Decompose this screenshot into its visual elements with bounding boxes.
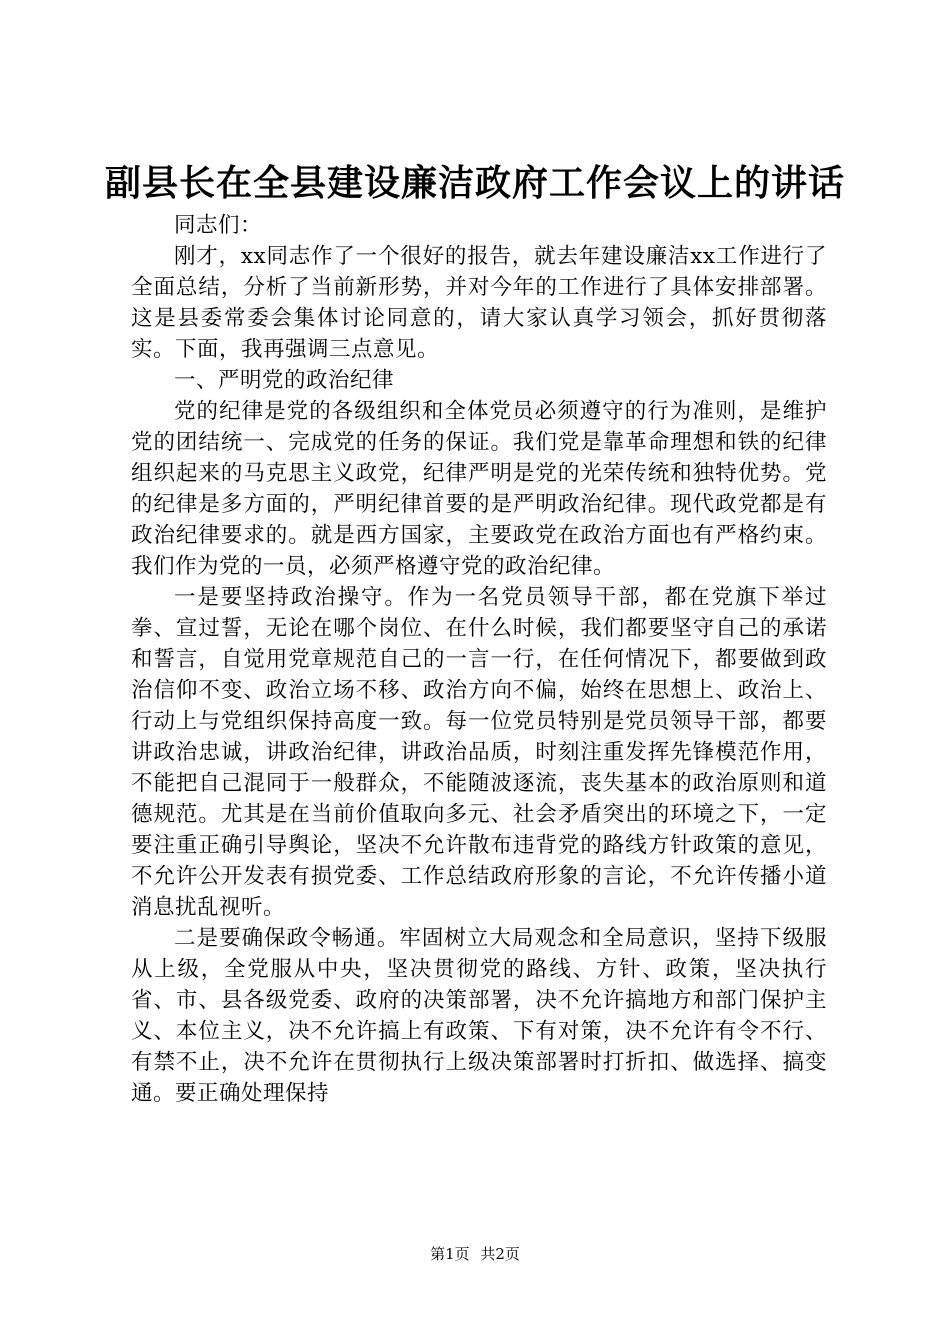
document-title: 副县长在全县建设廉洁政府工作会议上的讲话 xyxy=(104,163,845,204)
body-paragraph: 二是要确保政令畅通。牢固树立大局观念和全局意识，坚持下级服从上级，全党服从中央，坚决贯彻党的路线、方针、政策，坚决执行省、市、县各级党委、政府的决策部署，决不允许搞地方和部门保护主义、本位主义，决不允许搞上有政策、下有对策，决不允许有令不行、有禁不止，决不允许在贯彻执行上级决策部署时打折扣、做选择、搞变通。要正确处理保持 xyxy=(131,926,827,1106)
document-body xyxy=(131,210,827,1109)
body-paragraph: 一是要坚持政治操守。作为一名党员领导干部，都在党旗下举过拳、宣过誓，无论在哪个岗位、在什么时候，我们都要坚守自己的承诺和誓言，自觉用党章规范自己的一言一行，在任何情况下，都要做到政治信仰不变、政治立场不移、政治方向不偏，始终在思想上、政治上、行动上与党组织保持高度一致。每一位党员特别是党员领导干部，都要讲政治忠诚，讲政治纪律，讲政治品质，时刻注重发挥先锋模范作用，不能把自己混同于一般群众，不能随波逐流，丧失基本的政治原则和道德规范。尤其是在当前价值取向多元、社会矛盾突出的环境之下，一定要注重正确引导舆论，坚决不允许散布违背党的路线方针政策的意见，不允许公开发表有损党委、工作总结政府形象的言论，不允许传播小道消息扰乱视听。 xyxy=(131,585,827,920)
salutation-paragraph: 同志们： xyxy=(174,213,263,238)
body-paragraph: 党的纪律是党的各级组织和全体党员必须遵守的行为准则，是维护党的团结统一、完成党的任务的保证。我们党是靠革命理想和铁的纪律组织起来的马克思主义政党，纪律严明是党的光荣传统和独特优势。党的纪律是多方面的，严明纪律首要的是严明政治纪律。现代政党都是有政治纪律要求的。就是西方国家，主要政党在政治方面也有严格约束。我们作为党的一员，必须严格遵守党的政治纪律。 xyxy=(131,399,827,579)
section-heading: 一、严明党的政治纪律 xyxy=(174,368,395,393)
page-footer: 第1页 共2页 xyxy=(430,1245,520,1263)
intro-paragraph: 刚才，xx同志作了一个很好的报告，就去年建设廉洁xx工作进行了全面总结，分析了当前新形势，并对今年的工作进行了具体安排部署。这是县委常委会集体讨论同意的，请大家认真学习领会，抓好贯彻落实。下面，我再强调三点意见。 xyxy=(131,244,827,362)
